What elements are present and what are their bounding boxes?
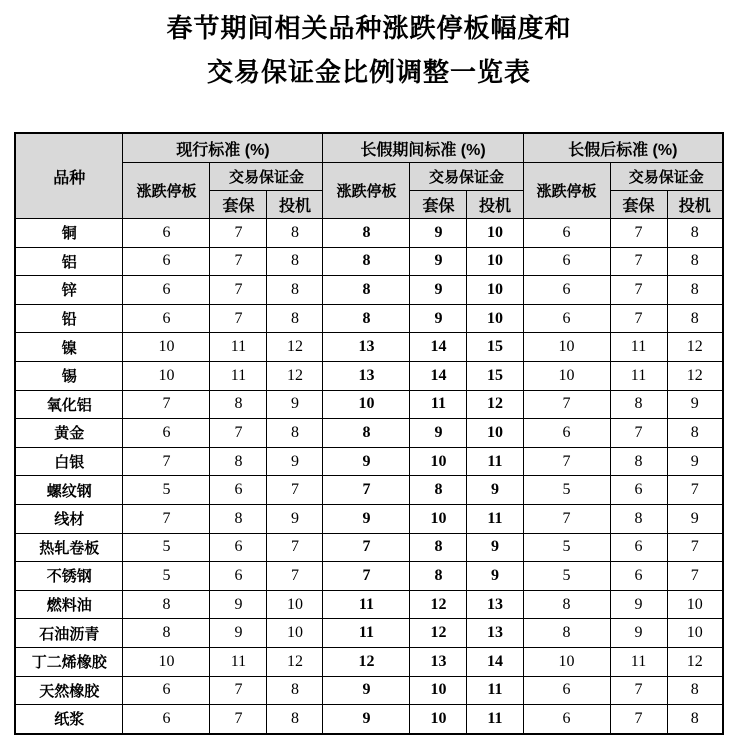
after-value-cell: 7 — [667, 533, 723, 562]
current-value-cell: 8 — [267, 304, 323, 333]
current-value-cell: 7 — [210, 247, 267, 276]
after-value-cell: 9 — [610, 619, 667, 648]
current-value-cell: 9 — [210, 590, 267, 619]
current-value-cell: 5 — [123, 476, 210, 505]
after-value-cell: 7 — [667, 562, 723, 591]
current-value-cell: 6 — [123, 276, 210, 305]
after-value-cell: 6 — [610, 533, 667, 562]
adjustment-table — [14, 132, 724, 735]
current-value-cell: 7 — [210, 705, 267, 734]
product-cell: 白银 — [15, 447, 123, 476]
holiday-value-cell: 8 — [323, 247, 410, 276]
subheader-spec-holiday: 投机 — [467, 191, 523, 219]
table-row — [15, 276, 723, 305]
group-header-holiday-standard: 长假期间标准 (%) — [323, 133, 523, 163]
current-value-cell: 8 — [210, 504, 267, 533]
after-value-cell: 7 — [610, 304, 667, 333]
current-value-cell: 10 — [123, 333, 210, 362]
after-value-cell: 9 — [667, 390, 723, 419]
current-value-cell: 12 — [267, 647, 323, 676]
holiday-value-cell: 8 — [410, 533, 467, 562]
after-value-cell: 7 — [523, 447, 610, 476]
after-value-cell: 5 — [523, 476, 610, 505]
after-value-cell: 7 — [610, 676, 667, 705]
after-value-cell: 7 — [610, 219, 667, 248]
current-value-cell: 10 — [123, 361, 210, 390]
holiday-value-cell: 10 — [410, 504, 467, 533]
table-row — [15, 333, 723, 362]
current-value-cell: 7 — [210, 219, 267, 248]
table-row — [15, 676, 723, 705]
subheader-spec-after: 投机 — [667, 191, 723, 219]
current-value-cell: 6 — [123, 676, 210, 705]
holiday-value-cell: 9 — [323, 705, 410, 734]
after-value-cell: 6 — [523, 705, 610, 734]
after-value-cell: 11 — [610, 647, 667, 676]
subheader-margin-current: 交易保证金 — [210, 163, 323, 191]
current-value-cell: 6 — [123, 304, 210, 333]
holiday-value-cell: 12 — [410, 619, 467, 648]
holiday-value-cell: 9 — [467, 533, 523, 562]
product-cell: 氧化铝 — [15, 390, 123, 419]
after-value-cell: 7 — [523, 390, 610, 419]
product-cell: 铅 — [15, 304, 123, 333]
holiday-value-cell: 11 — [467, 676, 523, 705]
after-value-cell: 8 — [667, 247, 723, 276]
after-value-cell: 6 — [610, 562, 667, 591]
after-value-cell: 12 — [667, 361, 723, 390]
after-value-cell: 5 — [523, 533, 610, 562]
current-value-cell: 5 — [123, 562, 210, 591]
current-value-cell: 8 — [210, 390, 267, 419]
holiday-value-cell: 10 — [410, 676, 467, 705]
holiday-value-cell: 8 — [323, 219, 410, 248]
product-cell: 燃料油 — [15, 590, 123, 619]
subheader-spec-current: 投机 — [267, 191, 323, 219]
current-value-cell: 6 — [210, 476, 267, 505]
current-value-cell: 12 — [267, 361, 323, 390]
after-value-cell: 9 — [667, 504, 723, 533]
after-value-cell: 8 — [523, 619, 610, 648]
current-value-cell: 7 — [210, 676, 267, 705]
after-value-cell: 7 — [610, 247, 667, 276]
current-value-cell: 6 — [210, 533, 267, 562]
table-row — [15, 247, 723, 276]
holiday-value-cell: 10 — [410, 447, 467, 476]
current-value-cell: 8 — [267, 276, 323, 305]
product-cell: 铝 — [15, 247, 123, 276]
current-value-cell: 11 — [210, 333, 267, 362]
current-value-cell: 9 — [267, 390, 323, 419]
table-row — [15, 619, 723, 648]
product-cell: 热轧卷板 — [15, 533, 123, 562]
after-value-cell: 8 — [667, 219, 723, 248]
holiday-value-cell: 15 — [467, 361, 523, 390]
subheader-margin-holiday: 交易保证金 — [410, 163, 523, 191]
table-row — [15, 390, 723, 419]
after-value-cell: 12 — [667, 333, 723, 362]
product-cell: 丁二烯橡胶 — [15, 647, 123, 676]
holiday-value-cell: 9 — [410, 247, 467, 276]
current-value-cell: 7 — [210, 304, 267, 333]
current-value-cell: 7 — [210, 276, 267, 305]
current-value-cell: 6 — [123, 419, 210, 448]
after-value-cell: 8 — [667, 676, 723, 705]
holiday-value-cell: 15 — [467, 333, 523, 362]
holiday-value-cell: 10 — [467, 276, 523, 305]
after-value-cell: 8 — [667, 276, 723, 305]
table-row — [15, 419, 723, 448]
current-value-cell: 10 — [267, 619, 323, 648]
holiday-value-cell: 9 — [410, 419, 467, 448]
current-value-cell: 9 — [267, 447, 323, 476]
after-value-cell: 6 — [523, 247, 610, 276]
after-value-cell: 11 — [610, 333, 667, 362]
current-value-cell: 7 — [123, 504, 210, 533]
table-row — [15, 219, 723, 248]
current-value-cell: 8 — [267, 219, 323, 248]
subheader-price-limit-holiday: 涨跌停板 — [323, 163, 410, 219]
current-value-cell: 7 — [123, 390, 210, 419]
holiday-value-cell: 7 — [323, 533, 410, 562]
table-row — [15, 705, 723, 734]
after-value-cell: 12 — [667, 647, 723, 676]
product-cell: 不锈钢 — [15, 562, 123, 591]
after-value-cell: 7 — [523, 504, 610, 533]
after-value-cell: 7 — [610, 705, 667, 734]
product-cell: 锌 — [15, 276, 123, 305]
subheader-price-limit-current: 涨跌停板 — [123, 163, 210, 219]
product-cell: 黄金 — [15, 419, 123, 448]
current-value-cell: 7 — [210, 419, 267, 448]
after-value-cell: 8 — [667, 304, 723, 333]
after-value-cell: 6 — [610, 476, 667, 505]
holiday-value-cell: 9 — [410, 219, 467, 248]
current-value-cell: 8 — [123, 619, 210, 648]
current-value-cell: 7 — [267, 562, 323, 591]
subheader-hedge-current: 套保 — [210, 191, 267, 219]
current-value-cell: 5 — [123, 533, 210, 562]
holiday-value-cell: 11 — [467, 504, 523, 533]
holiday-value-cell: 14 — [410, 361, 467, 390]
holiday-value-cell: 9 — [323, 676, 410, 705]
table-row — [15, 590, 723, 619]
after-value-cell: 7 — [610, 419, 667, 448]
table-row — [15, 647, 723, 676]
current-value-cell: 9 — [267, 504, 323, 533]
current-value-cell: 7 — [267, 476, 323, 505]
current-value-cell: 9 — [210, 619, 267, 648]
current-value-cell: 10 — [123, 647, 210, 676]
subheader-hedge-after: 套保 — [610, 191, 667, 219]
product-cell: 螺纹钢 — [15, 476, 123, 505]
holiday-value-cell: 9 — [410, 276, 467, 305]
holiday-value-cell: 13 — [323, 361, 410, 390]
holiday-value-cell: 8 — [410, 562, 467, 591]
holiday-value-cell: 14 — [467, 647, 523, 676]
holiday-value-cell: 10 — [467, 247, 523, 276]
subheader-price-limit-after: 涨跌停板 — [523, 163, 610, 219]
current-value-cell: 8 — [210, 447, 267, 476]
holiday-value-cell: 12 — [323, 647, 410, 676]
current-value-cell: 6 — [123, 247, 210, 276]
holiday-value-cell: 12 — [467, 390, 523, 419]
group-header-current-standard: 现行标准 (%) — [123, 133, 323, 163]
page-title-line1: 春节期间相关品种涨跌停板幅度和 — [166, 13, 572, 43]
after-value-cell: 10 — [667, 619, 723, 648]
after-value-cell: 8 — [610, 447, 667, 476]
current-value-cell: 8 — [267, 705, 323, 734]
holiday-value-cell: 8 — [410, 476, 467, 505]
holiday-value-cell: 7 — [323, 476, 410, 505]
table-row — [15, 533, 723, 562]
table-row — [15, 447, 723, 476]
holiday-value-cell: 8 — [323, 419, 410, 448]
holiday-value-cell: 14 — [410, 333, 467, 362]
holiday-value-cell: 9 — [467, 476, 523, 505]
group-header-after-holiday-standard: 长假后标准 (%) — [523, 133, 723, 163]
product-cell: 纸浆 — [15, 705, 123, 734]
subheader-hedge-holiday: 套保 — [410, 191, 467, 219]
holiday-value-cell: 12 — [410, 590, 467, 619]
holiday-value-cell: 10 — [410, 705, 467, 734]
table-body — [15, 219, 723, 734]
current-value-cell: 10 — [267, 590, 323, 619]
after-value-cell: 10 — [523, 647, 610, 676]
after-value-cell: 11 — [610, 361, 667, 390]
holiday-value-cell: 8 — [323, 304, 410, 333]
holiday-value-cell: 10 — [467, 304, 523, 333]
holiday-value-cell: 11 — [410, 390, 467, 419]
current-value-cell: 7 — [123, 447, 210, 476]
table-row — [15, 304, 723, 333]
holiday-value-cell: 13 — [467, 619, 523, 648]
holiday-value-cell: 13 — [467, 590, 523, 619]
current-value-cell: 11 — [210, 647, 267, 676]
holiday-value-cell: 7 — [323, 562, 410, 591]
holiday-value-cell: 10 — [467, 419, 523, 448]
product-cell: 锡 — [15, 361, 123, 390]
after-value-cell: 9 — [610, 590, 667, 619]
holiday-value-cell: 9 — [323, 504, 410, 533]
table-row — [15, 361, 723, 390]
current-value-cell: 8 — [267, 419, 323, 448]
header-row-groups — [15, 133, 723, 163]
after-value-cell: 8 — [610, 390, 667, 419]
table-header — [15, 133, 723, 219]
table-row — [15, 476, 723, 505]
after-value-cell: 8 — [610, 504, 667, 533]
after-value-cell: 8 — [667, 419, 723, 448]
after-value-cell: 7 — [667, 476, 723, 505]
table-row — [15, 562, 723, 591]
current-value-cell: 8 — [123, 590, 210, 619]
holiday-value-cell: 11 — [323, 590, 410, 619]
page-title-line2: 交易保证金比例调整一览表 — [206, 57, 531, 87]
holiday-value-cell: 11 — [467, 705, 523, 734]
holiday-value-cell: 10 — [323, 390, 410, 419]
table-row — [15, 504, 723, 533]
current-value-cell: 6 — [123, 705, 210, 734]
holiday-value-cell: 13 — [323, 333, 410, 362]
product-cell: 石油沥青 — [15, 619, 123, 648]
product-cell: 天然橡胶 — [15, 676, 123, 705]
holiday-value-cell: 9 — [467, 562, 523, 591]
holiday-value-cell: 11 — [467, 447, 523, 476]
after-value-cell: 5 — [523, 562, 610, 591]
after-value-cell: 6 — [523, 304, 610, 333]
holiday-value-cell: 9 — [410, 304, 467, 333]
after-value-cell: 8 — [667, 705, 723, 734]
after-value-cell: 6 — [523, 676, 610, 705]
current-value-cell: 8 — [267, 676, 323, 705]
current-value-cell: 11 — [210, 361, 267, 390]
holiday-value-cell: 13 — [410, 647, 467, 676]
after-value-cell: 10 — [667, 590, 723, 619]
holiday-value-cell: 8 — [323, 276, 410, 305]
after-value-cell: 6 — [523, 276, 610, 305]
current-value-cell: 8 — [267, 247, 323, 276]
current-value-cell: 6 — [123, 219, 210, 248]
product-cell: 镍 — [15, 333, 123, 362]
product-cell: 铜 — [15, 219, 123, 248]
holiday-value-cell: 11 — [323, 619, 410, 648]
after-value-cell: 9 — [667, 447, 723, 476]
holiday-value-cell: 10 — [467, 219, 523, 248]
current-value-cell: 7 — [267, 533, 323, 562]
subheader-margin-after: 交易保证金 — [610, 163, 723, 191]
current-value-cell: 12 — [267, 333, 323, 362]
col-header-product: 品种 — [15, 133, 123, 219]
after-value-cell: 7 — [610, 276, 667, 305]
holiday-value-cell: 9 — [323, 447, 410, 476]
after-value-cell: 6 — [523, 219, 610, 248]
after-value-cell: 10 — [523, 361, 610, 390]
after-value-cell: 10 — [523, 333, 610, 362]
after-value-cell: 6 — [523, 419, 610, 448]
after-value-cell: 8 — [523, 590, 610, 619]
page-title — [0, 6, 738, 94]
current-value-cell: 6 — [210, 562, 267, 591]
product-cell: 线材 — [15, 504, 123, 533]
